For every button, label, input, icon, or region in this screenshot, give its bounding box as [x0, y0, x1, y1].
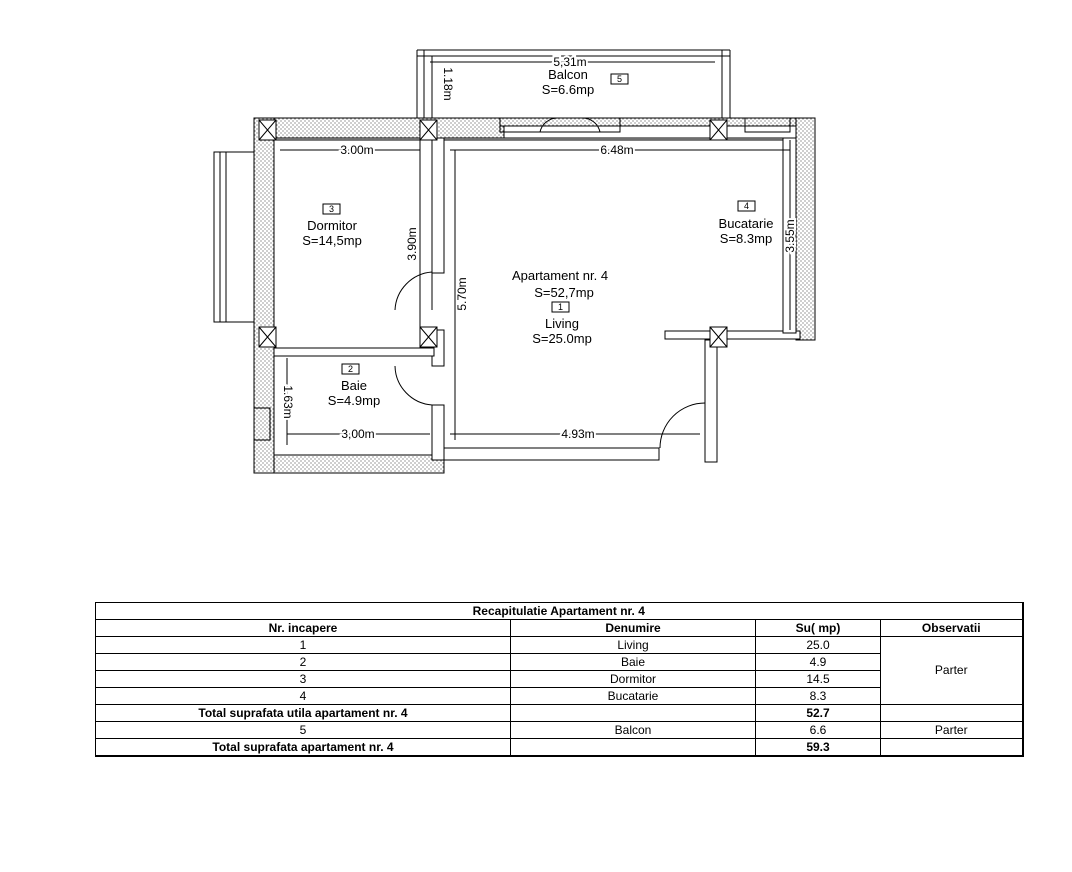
- total-row: [96, 739, 1023, 757]
- living-area: S=25.0mp: [532, 331, 592, 346]
- kitchen-area: S=8.3mp: [719, 231, 773, 246]
- header-area: Su( mp): [756, 620, 881, 637]
- header-name: Denumire: [511, 620, 756, 637]
- balcony-dim-depth: 1.18m: [441, 67, 455, 101]
- openings: [214, 118, 790, 448]
- balcony-row: [96, 722, 1023, 739]
- table-header-row: [96, 620, 1023, 637]
- balcony-dim-width: 5,31m: [553, 55, 587, 69]
- balcony-name-cell: Balcon: [511, 722, 756, 739]
- bath-number: 2: [347, 364, 354, 374]
- balcony-number: 5: [616, 74, 623, 84]
- bedroom-name: Dormitor: [307, 218, 357, 233]
- row-area: 4.9: [756, 654, 881, 671]
- bedroom-number: 3: [328, 204, 335, 214]
- bath-dim-width: 3,00m: [341, 427, 375, 441]
- table-title-row: [96, 603, 1023, 620]
- total-useful-row: [96, 705, 1023, 722]
- bedroom-dim-height: 3.90m: [405, 227, 419, 261]
- total-useful-empty: [511, 705, 756, 722]
- apartment-dim-height: 5.70m: [455, 277, 469, 311]
- total-useful-obs: [881, 705, 1023, 722]
- row-nr: 1: [96, 637, 511, 654]
- header-nr: Nr. incapere: [96, 620, 511, 637]
- balcony-name: Balcon: [548, 67, 588, 82]
- bath-name: Baie: [340, 378, 368, 393]
- table-title: Recapitulatie Apartament nr. 4: [96, 603, 1023, 620]
- kitchen-number: 4: [743, 201, 750, 211]
- total-empty: [511, 739, 756, 757]
- total-label: Total suprafata apartament nr. 4: [96, 739, 511, 757]
- apartment-dim-bottom-width: 4.93m: [561, 427, 595, 441]
- balcony-area: S=6.6mp: [541, 82, 595, 97]
- kitchen-dim-height: 3.55m: [783, 219, 797, 253]
- living-name: Living: [545, 316, 579, 331]
- table-row: [96, 637, 1023, 654]
- bedroom-dim-width: 3.00m: [340, 143, 374, 157]
- balcony-area-cell: 6.6: [756, 722, 881, 739]
- apartment-dim-top-width: 6.48m: [600, 143, 634, 157]
- apartment-area: S=52,7mp: [534, 285, 594, 300]
- row-nr: 2: [96, 654, 511, 671]
- kitchen-name: Bucatarie: [718, 216, 774, 231]
- bath-dim-height: 1.63m: [281, 385, 295, 419]
- total-value: 59.3: [756, 739, 881, 757]
- bedroom-area: S=14,5mp: [302, 233, 362, 248]
- total-useful-value: 52.7: [756, 705, 881, 722]
- interior-walls: [274, 138, 800, 462]
- row-name: Dormitor: [511, 671, 756, 688]
- bath-area: S=4.9mp: [327, 393, 381, 408]
- recap-table: [95, 602, 1024, 757]
- group-observation: Parter: [881, 637, 1023, 705]
- total-useful-label: Total suprafata utila apartament nr. 4: [96, 705, 511, 722]
- balcony-obs: Parter: [881, 722, 1023, 739]
- row-name: Living: [511, 637, 756, 654]
- apartment-title: Apartament nr. 4: [511, 268, 609, 283]
- row-name: Bucatarie: [511, 688, 756, 705]
- row-area: 14.5: [756, 671, 881, 688]
- row-name: Baie: [511, 654, 756, 671]
- header-obs: Observatii: [881, 620, 1023, 637]
- balcony-nr: 5: [96, 722, 511, 739]
- row-nr: 4: [96, 688, 511, 705]
- row-area: 25.0: [756, 637, 881, 654]
- row-nr: 3: [96, 671, 511, 688]
- row-area: 8.3: [756, 688, 881, 705]
- living-number: 1: [557, 302, 564, 312]
- total-obs: [881, 739, 1023, 757]
